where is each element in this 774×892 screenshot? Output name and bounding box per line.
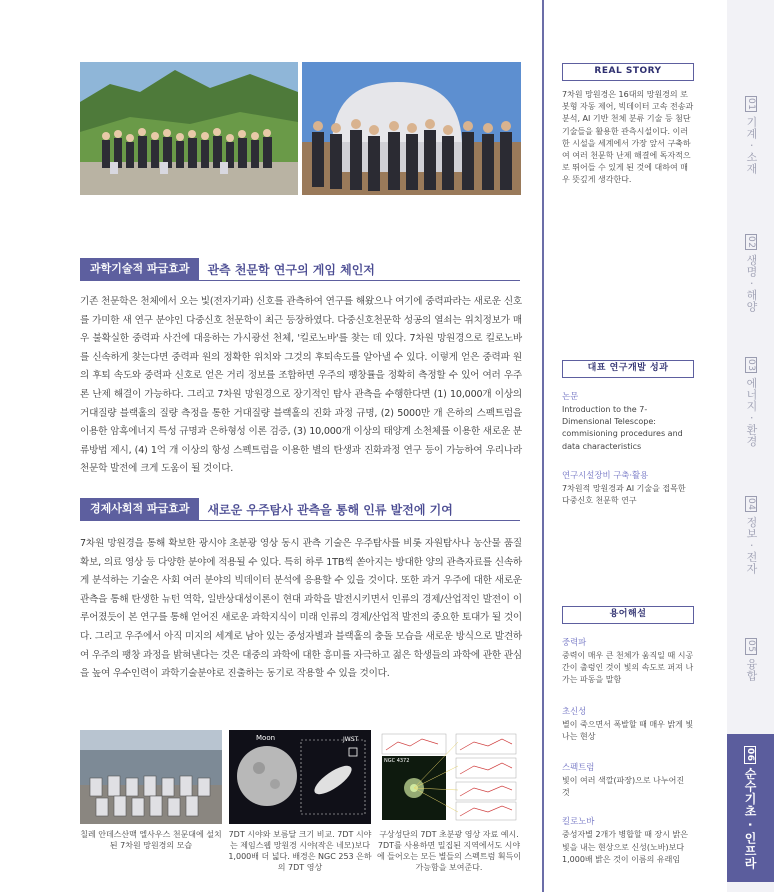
group-photo-observatory-dome (302, 62, 521, 195)
galaxy-spectrum-figure (378, 730, 520, 824)
tab-number: 05 (746, 640, 756, 653)
caption-telescope-array: 칠레 안데스산맥 엘사우스 천문대에 설치된 7차원 망원경의 모습 (80, 830, 222, 850)
glossary-text: 별이 죽으면서 폭발할 때 매우 밝게 빛나는 현상 (562, 719, 694, 741)
section2-header (80, 498, 453, 520)
tab-label: 순수기초 · 인프라 (743, 767, 757, 870)
tab-label: 융합 (745, 658, 758, 682)
tab-life-ocean[interactable] (733, 228, 769, 318)
real-story-box (562, 63, 694, 187)
telescope-array-photo (80, 730, 222, 824)
section1-header (80, 258, 375, 280)
section2-title: 새로운 우주탐사 관측을 통해 인류 발전에 기여 (207, 502, 453, 517)
column-divider (542, 0, 544, 892)
glossary-text: 중성자별 2개가 병합할 때 장시 밝은 빛을 내는 현상으로 신성(노바)보다 1,000배 밝은 것이 이름의 유래임 (562, 830, 688, 864)
real-story-text: 7차원 망원경은 16대의 망원경의 로봇형 자동 제어, 빅데이터 고속 전송과 분석, AI 기반 천체 분류 기술 등 첨단 기술들을 활용한 관측시설이다. 이러한 시설을 세계에서 가장 앞서 구축하여 여러 천문학 난제 해결에 독자적으로 뛰어들 수 있게 된 것에 대하여 매우 뜻깊게 생각한다. (562, 90, 694, 185)
section2-paragraph: 7차원 망원경을 통해 확보한 광시야 초분광 영상 동시 관측 기술은 우주탐사를 비롯 자원탐사나 농산물 품질 확보, 의료 영상 등 다양한 분야에 적용될 수 있다. 특히 하루 1TB씩 쏟아지는 방대한 양의 관측자료를 신속하게 분석하는 기술은 사회 여러 분야의 빅데이터 분석에 응용할 수 있을 것이다. 또한 과거 우주에 대한 새로운 관측을 통해 탄생한 뉴턴 역학, 일반상대성이론이 현대 과학을 발전시키면서 인류의 경제/산업적인 발전이 이루어졌듯이 본 연구를 통해 얻어진 새로운 과학지식이 미래 인류의 경제/산업적 발전의 중요한 토대가 될 것이다. 그리고 우주에서 아직 미지의 세계로 남아 있는 중성자별과 블랙홀의 충돌 모습을 새로운 방식으로 발견하여 우주의 팽창 과정을 밝혀낸다는 것은 대중의 과학에 대한 흥미를 자극하고 젊은 학생들의 과학에 관한 관심을 높여 우수인력이 과학기술분야로 진출하는 동기로 작용할 수 있을 것이다. (80, 538, 522, 680)
section1-tag: 과학기술적 파급효과 (80, 258, 199, 280)
glossary-text: 빛이 여러 색깔(파장)으로 나누어진 것 (562, 776, 685, 798)
glossary-term: 킬로노바 (562, 816, 595, 827)
tab-label: 기계 · 소재 (745, 116, 758, 175)
tab-energy-environment[interactable] (733, 352, 769, 452)
result-text: 7차원적 망원경과 AI 기술을 접목한 다중신호 천문학 연구 (562, 483, 686, 506)
tab-basic-infra[interactable] (727, 734, 774, 882)
result-label: 논문 (562, 391, 579, 401)
tab-number: 03 (746, 359, 756, 372)
moon-galaxy-comparison (229, 730, 371, 824)
results-box (562, 360, 694, 507)
tab-number: 04 (746, 497, 756, 511)
tab-number: 02 (746, 235, 756, 249)
glossary-term: 초신성 (562, 705, 587, 716)
tab-info-electronics[interactable] (733, 490, 769, 580)
group-photo-mountain (80, 62, 298, 195)
glossary-term: 스펙트럼 (562, 762, 595, 773)
glossary-box (562, 606, 694, 866)
tab-number: 01 (746, 97, 756, 111)
glossary-title: 용어해설 (562, 606, 694, 624)
result-text: Introduction to the 7-Dimensional Telescope: commisioning procedures and data characteristics (562, 405, 683, 451)
section2-rule (80, 520, 520, 521)
tab-machinery-materials[interactable] (733, 90, 769, 180)
jwst-label: JWST (343, 736, 359, 743)
real-story-title: REAL STORY (562, 63, 694, 81)
section1-paragraph: 기존 천문학은 천체에서 오는 빛(전자기파) 신호를 관측하여 연구를 해왔으나 여기에 중력파라는 새로운 신호를 가미한 새 연구 분야인 다중신호 천문학이 최근 등장하였다. 다중신호천문학 성공의 열쇠는 위치정보가 매우 불확실한 중력파 사건에 대응하는 가시광선 천체, '킬로노바'를 찾는 데 있다. 7차원 망원경으로 킬로노바를 신속하게 찾는다면 중력파 원의 정확한 위치와 그것의 후퇴속도를 알아낼 수 있다. 이렇게 얻은 중력파 원의 후퇴 속도와 중력파 신호로 얻은 거리 정보를 조합하면 우주의 팽창률을 정확히 측정할 수 있어 여러 우주론 난제 해결이 가능하다. 그리고 7차원 망원경으로 장기적인 탐사 관측을 수행한다면 (1) 10,000개 이상의 거대질량 블랙홀의 질량 측정을 통한 거대질량 블랙홀의 진화 과정 규명, (2) 5000만 개 은하의 스펙트럼을 이용한 암흑에너지 특성 규명과 은하형성 이론 검증, (3) 10,000개 이상의 태양계 소천체를 이용한 새로운 분류방법 제시, (4) 1억 개 이상의 항성 스펙트럼을 이용한 별의 탄생과 진화과정 연구 등이 가능하여 우리나라 천문학 발전에 크게 도움이 될 것이다. (80, 296, 522, 475)
section1-title: 관측 천문학 연구의 게임 체인저 (207, 262, 375, 277)
results-title: 대표 연구개발 성과 (562, 360, 694, 378)
caption-spectrum: 구상성단의 7DT 초분광 영상 자료 예시. 7DT를 사용하면 밀집된 지역에서도 시야에 들어오는 모든 별들의 스펙트럼 획득이 가능함을 보여준다. (376, 830, 522, 872)
tab-label: 에너지 · 환경 (745, 377, 758, 447)
tab-label: 정보 · 전자 (745, 516, 758, 575)
tab-label: 생명 · 해양 (745, 254, 758, 313)
result-label: 연구시설장비 구축·활용 (562, 469, 649, 480)
moon-label: Moon (256, 734, 276, 742)
glossary-term: 중력파 (562, 637, 587, 647)
ngc-label: NGC 4372 (384, 758, 410, 764)
tab-number: 06 (745, 748, 755, 762)
section1-rule (80, 280, 520, 281)
caption-moon-comparison: 7DT 시야와 보름달 크기 비교. 7DT 시야는 제임스웹 망원경 시야(작은 네모)보다 1,000배 더 넓다. 배경은 NGC 253 은하의 7DT 영상 (228, 830, 372, 872)
glossary-text: 중력이 매우 큰 천체가 움직일 때 시공간이 출렁인 것이 빛의 속도로 퍼져 나가는 파동을 말함 (562, 651, 694, 685)
section2-tag: 경제사회적 파급효과 (80, 498, 199, 520)
tab-convergence[interactable] (733, 630, 769, 690)
